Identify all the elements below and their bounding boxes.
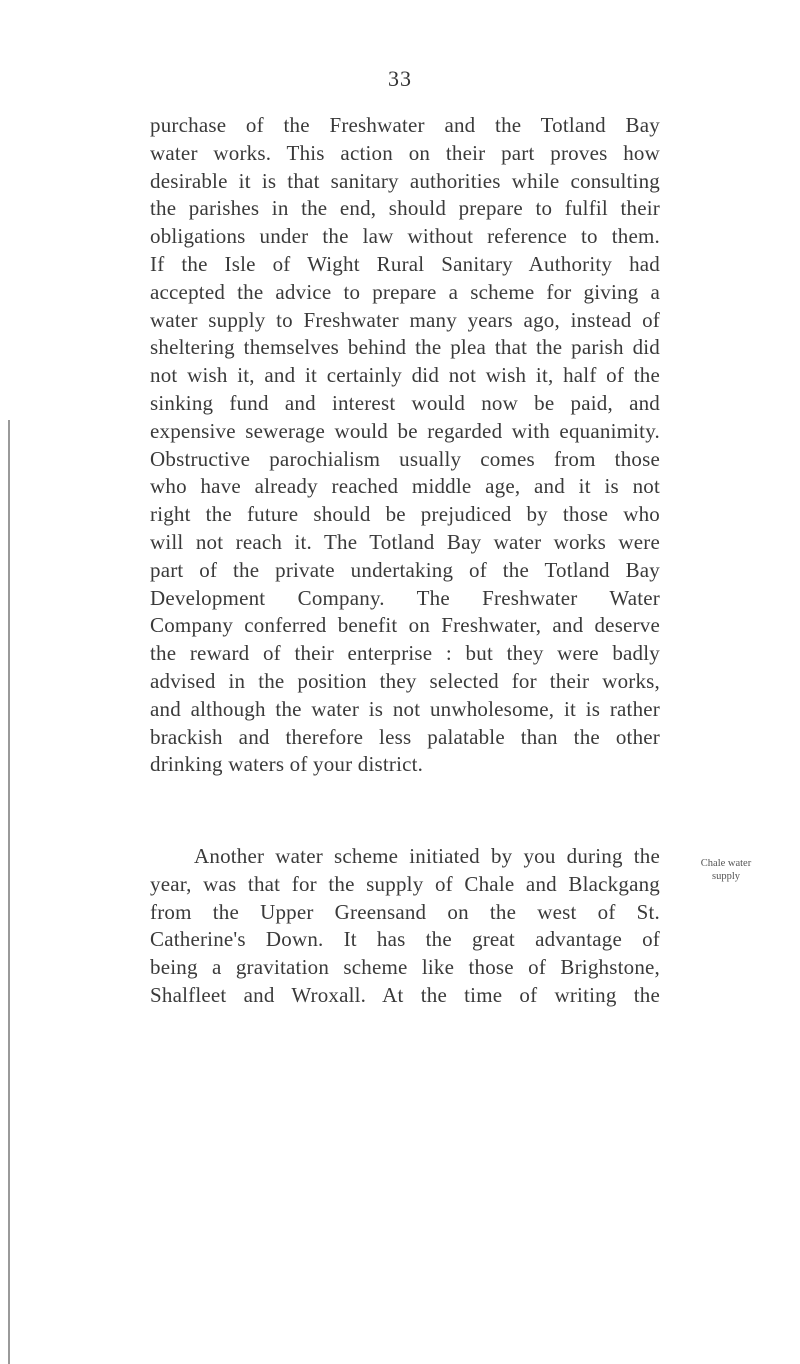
text-line: and although the water is not unwholesome, it is rather — [150, 696, 660, 721]
page-number: 33 — [388, 66, 412, 91]
text-line: right the future should be prejudiced by those who — [150, 502, 660, 527]
text-line: part of the private undertaking of the Totland Bay — [150, 557, 660, 582]
text-line: Obstructive parochialism usually comes from those — [150, 446, 660, 471]
text-line: not wish it, and it certainly did not wish it, half of the — [150, 363, 660, 388]
margin-note-line: Chale water — [700, 858, 752, 869]
text-line: year, was that for the supply of Chale and Blackgang — [150, 871, 660, 896]
text-line: Development Company. The Freshwater Water — [150, 585, 660, 610]
text-line: from the Upper Greensand on the west of St. — [150, 899, 660, 924]
text-line: brackish and therefore less palatable than the other — [150, 724, 660, 749]
text-line: Another water scheme initiated by you during the — [194, 844, 660, 868]
text-line: will not reach it. The Totland Bay water works were — [150, 529, 660, 554]
text-line: desirable it is that sanitary authorities while consulting — [150, 168, 660, 193]
text-line: being a gravitation scheme like those of Brighstone, — [150, 955, 660, 980]
text-line: advised in the position they selected for their works, — [150, 668, 660, 693]
text-line: obligations under the law without reference to them. — [150, 224, 660, 249]
text-line: sheltering themselves behind the plea that the parish did — [150, 335, 660, 360]
text-line: water works. This action on their part proves how — [150, 140, 660, 165]
text-line: expensive sewerage would be regarded with equanimity. — [150, 418, 660, 443]
margin-note — [678, 857, 774, 883]
text-line: the parishes in the end, should prepare to fulfil their — [150, 196, 660, 221]
text-line: who have already reached middle age, and it is not — [150, 474, 660, 499]
text-line: drinking waters of your district. — [150, 752, 424, 777]
text-line: Catherine's Down. It has the great advantage of — [150, 927, 660, 952]
text-line: the reward of their enterprise : but they were badly — [150, 641, 660, 666]
text-line: Shalfleet and Wroxall. At the time of writing the — [150, 982, 660, 1007]
text-line: accepted the advice to prepare a scheme for giving a — [150, 279, 660, 304]
text-line: purchase of the Freshwater and the Totland Bay — [150, 113, 660, 137]
margin-note-line: supply — [711, 871, 740, 882]
paragraph-1 — [150, 112, 660, 779]
text-line: Company conferred benefit on Freshwater, and deserve — [150, 613, 660, 638]
paragraph-2 — [150, 843, 660, 1010]
text-line: If the Isle of Wight Rural Sanitary Authority had — [150, 251, 660, 276]
scan-edge-line — [8, 420, 10, 1364]
text-line: sinking fund and interest would now be paid, and — [150, 390, 660, 415]
text-line: water supply to Freshwater many years ago, instead of — [150, 307, 660, 332]
